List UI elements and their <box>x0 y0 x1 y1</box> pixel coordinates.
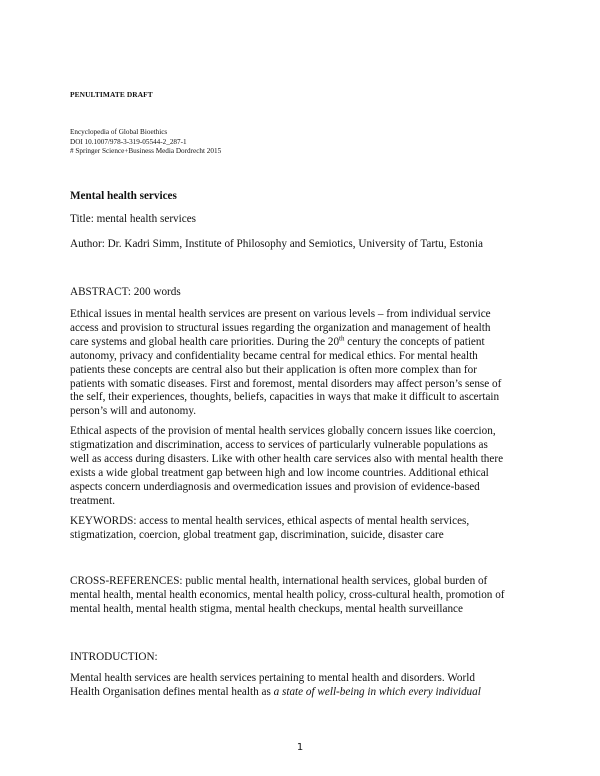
text-line: CROSS-REFERENCES: public mental health, international health services, global burden of <box>70 575 488 587</box>
abstract-label: ABSTRACT: 200 words <box>70 286 181 298</box>
intro-paragraph <box>70 672 540 700</box>
text-segment: century the concepts of patient <box>344 335 485 348</box>
text-segment: care systems and global health care priorities. During the 20 <box>70 335 340 348</box>
author-line: Author: Dr. Kadri Simm, Institute of Philosophy and Semiotics, University of Tartu, Estonia <box>70 238 483 250</box>
title-line: Title: mental health services <box>70 213 197 225</box>
meta-encyclopedia: Encyclopedia of Global Bioethics <box>70 128 168 136</box>
abstract-paragraph-1 <box>70 308 540 419</box>
text-line: patients these concepts are central also but their application is often more complex than for <box>70 363 477 376</box>
text-line: Ethical aspects of the provision of mental health services globally concern issues like coercion, <box>70 425 496 437</box>
text-line: mental health, mental health stigma, mental health checkups, mental health surveillance <box>70 602 463 615</box>
text-segment: Health Organisation defines mental health as <box>70 685 274 698</box>
text-line: access and provision to structural issues regarding the organization and management of health <box>70 321 491 334</box>
article-heading: Mental health services <box>70 190 177 202</box>
text-line: the self, their experiences, thoughts, beliefs, capacities in ways that make it difficult to ascertain <box>70 391 500 404</box>
page-number: 1 <box>296 742 304 753</box>
text-line: mental health, mental health economics, mental health policy, cross-cultural health, promotion of <box>70 588 505 601</box>
text-line: stigmatization, coercion, global treatment gap, discrimination, suicide, disaster care <box>70 528 444 541</box>
text-line: aspects concern underdiagnosis and overmedication issues and provision of evidence-based <box>70 480 480 493</box>
text-line: exists a wide global treatment gap between high and low income countries. Additional ethical <box>70 466 489 479</box>
text-line: KEYWORDS: access to mental health services, ethical aspects of mental health services, <box>70 515 470 527</box>
cross-references <box>70 575 540 617</box>
draft-label: PENULTIMATE DRAFT <box>70 90 153 99</box>
text-line <box>70 336 540 350</box>
text-line: Ethical issues in mental health services are present on various levels – from individual service <box>70 308 491 320</box>
superscript: th <box>339 334 345 343</box>
text-line: stigmatization and discrimination, access to services of particularly vulnerable populations as <box>70 438 488 451</box>
keywords <box>70 515 540 543</box>
text-line: patients with somatic diseases. First and foremost, mental disorders may affect person’s sense of <box>70 377 502 390</box>
text-line: person’s will and autonomy. <box>70 405 197 418</box>
text-line: autonomy, privacy and confidentiality became central for medical ethics. For mental health <box>70 349 478 362</box>
text-line: Mental health services are health services pertaining to mental health and disorders. World <box>70 672 475 684</box>
meta-copyright: # Springer Science+Business Media Dordrecht 2015 <box>70 147 222 156</box>
abstract-paragraph-2 <box>70 425 540 508</box>
meta-doi: DOI 10.1007/978-3-319-05544-2_287-1 <box>70 137 187 146</box>
text-line: treatment. <box>70 494 116 507</box>
emphasis: a state of well-being in which every individual <box>273 685 481 698</box>
text-line: well as access during disasters. Like with other health care services also with mental health there <box>70 452 504 465</box>
intro-label: INTRODUCTION: <box>70 651 158 663</box>
text-line <box>70 686 540 700</box>
publication-meta <box>70 128 221 157</box>
